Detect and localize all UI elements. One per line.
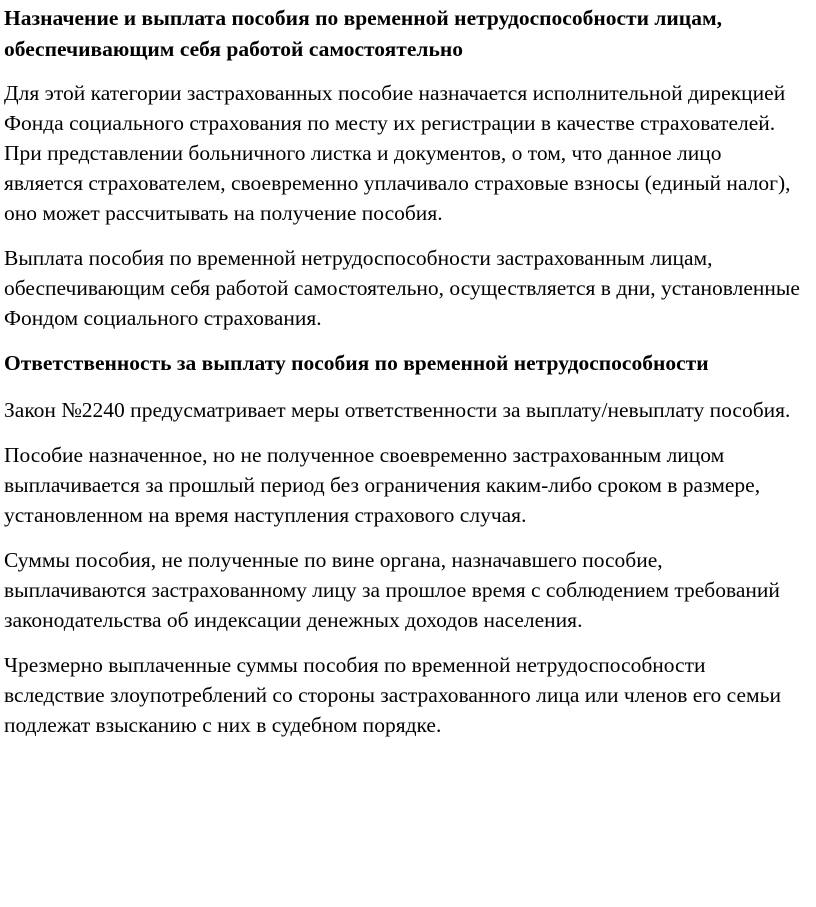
paragraph-agency-fault: Суммы пособия, не полученные по вине органа, назначавшего пособие, выплачиваются застрахованному лицу за прошлое время с соблюдением требований законодательства об индексации денежных доходов населения. [4,548,780,632]
paragraph-law-2240: Закон №2240 предусматривает меры ответственности за выплату/невыплату пособия. [4,398,791,422]
document-body [4,0,804,755]
section-heading-benefit-assignment: Назначение и выплата пособия по временной нетрудоспособности лицам, обеспечивающим себя работой самостоятельно [4,6,722,61]
paragraph-overpayment: Чрезмерно выплаченные суммы пособия по временной нетрудоспособности вследствие злоупотреблений со стороны застрахованного лица или членов его семьи подлежат взысканию с них в судебном порядке. [4,653,781,737]
section-heading-responsibility: Ответственность за выплату пособия по временной нетрудоспособности [4,351,709,375]
paragraph-unpaid-benefit: Пособие назначенное, но не полученное своевременно застрахованным лицом выплачивается за прошлый период без ограничения каким-либо сроком в размере, установленном на время наступления страхового случая. [4,443,761,527]
paragraph-registration: Для этой категории застрахованных пособие назначается исполнительной дирекцией Фонда социального страхования по месту их регистрации в качестве страхователей. При представлении больничного листка и документов, о том, что данное лицо является страхователем, своевременно уплачивало страховые взносы (единый налог), оно может рассчитывать на получение пособия. [4,81,791,225]
paragraph-payment-days: Выплата пособия по временной нетрудоспособности застрахованным лицам, обеспечивающим себя работой самостоятельно, осуществляется в дни, установленные Фондом социального страхования. [4,246,800,330]
